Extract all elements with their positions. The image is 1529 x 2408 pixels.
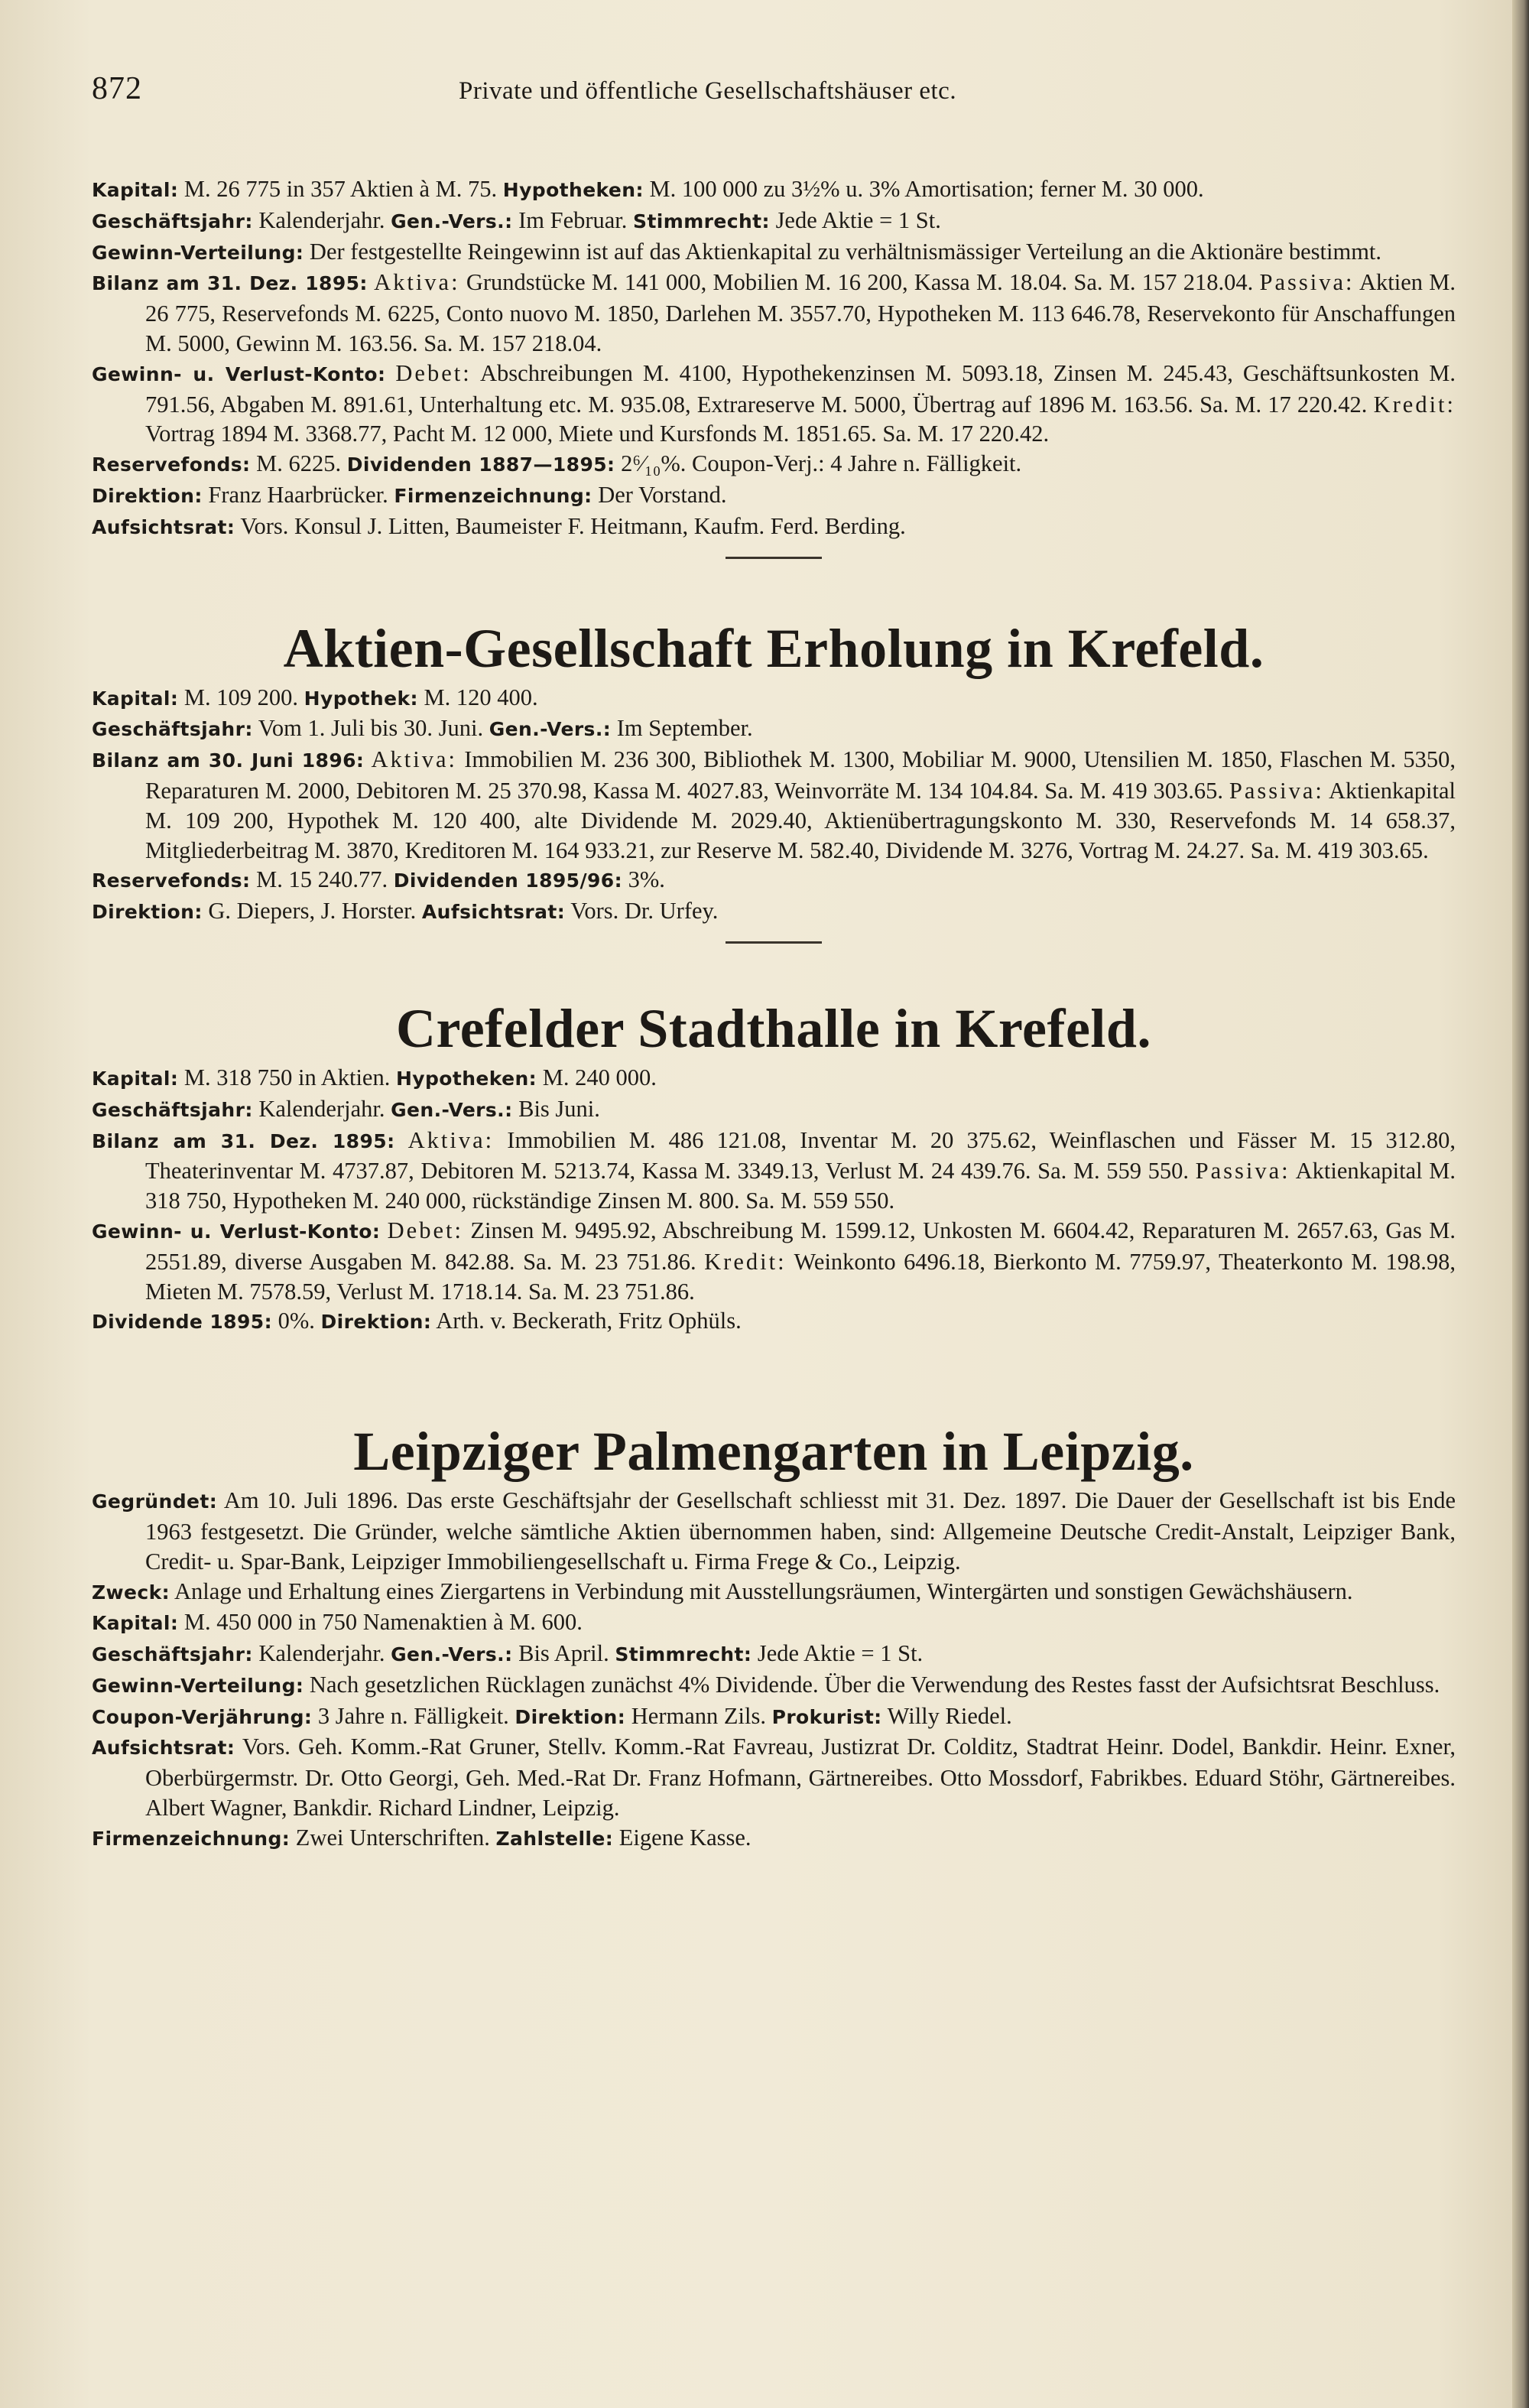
geschaeftsjahr-line: Geschäftsjahr: Vom 1. Juli bis 30. Juni. Gen.-Vers.: Im September. [92,715,753,742]
kapital-line: Kapital: M. 450 000 in 750 Namenaktien à M. 600. [92,1609,583,1636]
kapital-line: Kapital: M. 26 775 in 357 Aktien à M. 75. Hypotheken: M. 100 000 zu 3½% u. 3% Amortisation; ferner M. 30 000. [92,176,1204,202]
section-continued-entry [92,174,1456,559]
running-title: Private und öffentliche Gesellschaftshäuser etc. [459,77,957,105]
kapital-line: Kapital: M. 318 750 in Aktien. Hypotheken: M. 240 000. [92,1064,657,1090]
section-title: Leipziger Palmengarten in Leipzig. [353,1421,1194,1483]
section-title: Aktien-Gesellschaft Erholung in Krefeld. [283,617,1264,679]
coupon-verjaehrung-line: Coupon-Verjährung: 3 Jahre n. Fälligkeit. Direktion: Hermann Zils. Prokurist: Willy Riedel. [92,1702,1012,1729]
aufsichtsrat-paragraph: Aufsichtsrat: Vors. Geh. Komm.-Rat Gruner, Stellv. Komm.-Rat Favreau, Justizrat Dr. Colditz, Stadtrat Heinr. Dodel, Bankdir. Heinr. Exner, Oberbürgermstr. Dr. Otto Georgi, Geh. Med.-Rat Dr. Franz Hofmann, Gärtnereibes. Otto Mossdorf, Fabrikbes. Eduard Stöhr, Gärtnereibes. Albert Wagner, Bankdir. Richard Lindner, Leipzig. [92,1734,1456,1821]
section-erholung-krefeld [92,614,1456,944]
bilanz-paragraph: Bilanz am 31. Dez. 1895: Aktiva: Grundstücke M. 141 000, Mobilien M. 16 200, Kassa M. 18.04. Sa. M. 157 218.04. Passiva: Aktien M. 26 775, Reservefonds M. 6225, Conto nuovo M. 1850, Darlehen M. 3557.70, Hypotheken M. 113 646.78, Reservekonto für Anschaffungen M. 5000, Gewinn M. 163.56. Sa. M. 157 218.04. [92,269,1456,356]
page-number: 872 [92,71,142,106]
direktion-line: Direktion: G. Diepers, J. Horster. Aufsichtsrat: Vors. Dr. Urfey. [92,898,719,925]
section-title: Crefelder Stadthalle in Krefeld. [396,997,1151,1059]
gewinnverteilung-paragraph: Gewinn-Verteilung: Nach gesetzlichen Rücklagen zunächst 4% Dividende. Über die Verwendung des Restes fasst der Aufsichtsrat Beschluss. [92,1671,1440,1698]
gewinn-verlust-paragraph: Gewinn- u. Verlust-Konto: Debet: Zinsen M. 9495.92, Abschreibung M. 1599.12, Unkosten M. 6604.42, Reparaturen M. 2657.63, Gas M. 2551.89, diverse Ausgaben M. 842.88. Sa. M. 23 751.86. Kredit: Weinkonto 6496.18, Bierkonto M. 7759.97, Theaterkonto M. 198.98, Mieten M. 7578.59, Verlust M. 1718.14. Sa. M. 23 751.86. [92,1217,1456,1305]
bilanz-paragraph: Bilanz am 31. Dez. 1895: Aktiva: Immobilien M. 486 121.08, Inventar M. 20 375.62, Weinflaschen und Fässer M. 15 312.80, Theaterinventar M. 4737.87, Debitoren M. 5213.74, Kassa M. 3349.13, Verlust M. 24 439.76. Sa. M. 559 550. Passiva: Aktienkapital M. 318 750, Hypotheken M. 240 000, rückständige Zinsen M. 800. Sa. M. 559 550. [92,1126,1456,1214]
geschaeftsjahr-line: Geschäftsjahr: Kalenderjahr. Gen.-Vers.: Im Februar. Stimmrecht: Jede Aktie = 1 St. [92,206,941,233]
dividende-line: Dividende 1895: 0%. Direktion: Arth. v. Beckerath, Fritz Ophüls. [92,1308,742,1334]
geschaeftsjahr-line: Geschäftsjahr: Kalenderjahr. Gen.-Vers.: Bis April. Stimmrecht: Jede Aktie = 1 St. [92,1640,924,1667]
section-leipziger-palmengarten [92,1417,1456,1854]
kapital-line: Kapital: M. 109 200. Hypothek: M. 120 400. [92,684,538,710]
page-header [92,70,1456,127]
aufsichtsrat-line: Aufsichtsrat: Vors. Konsul J. Litten, Baumeister F. Heitmann, Kaufm. Ferd. Berding. [92,512,906,539]
firmenzeichnung-line: Firmenzeichnung: Zwei Unterschriften. Zahlstelle: Eigene Kasse. [92,1824,752,1851]
book-spine-shadow [1512,0,1529,2408]
direktion-line: Direktion: Franz Haarbrücker. Firmenzeichnung: Der Vorstand. [92,481,727,508]
reservefonds-line: Reservefonds: M. 15 240.77. Dividenden 1895/96: 3%. [92,866,665,893]
gegruendet-paragraph: Gegründet: Am 10. Juli 1896. Das erste Geschäftsjahr der Gesellschaft schliesst mit 31. Dez. 1897. Die Dauer der Gesellschaft ist bis Ende 1963 festgesetzt. Die Gründer, welche sämtliche Aktien übernommen haben, sind: Allgemeine Deutsche Credit-Anstalt, Leipziger Bank, Credit- u. Spar-Bank, Leipziger Immobiliengesellschaft u. Firma Frege & Co., Leipzig. [92,1487,1456,1574]
bilanz-paragraph: Bilanz am 30. Juni 1896: Aktiva: Immobilien M. 236 300, Bibliothek M. 1300, Mobiliar M. 9000, Utensilien M. 1850, Flaschen M. 5350, Reparaturen M. 2000, Debitoren M. 25 370.98, Kassa M. 4027.83, Weinvorräte M. 134 104.84. Sa. M. 419 303.65. Passiva: Aktienkapital M. 109 200, Hypothek M. 120 400, alte Dividende M. 2029.40, Aktienübertragungskonto M. 330, Reservefonds M. 14 658.37, Mitgliederbeitrag M. 3870, Kreditoren M. 164 933.21, zur Reserve M. 582.40, Dividende M. 3276, Vortrag M. 24.27. Sa. M. 419 303.65. [92,746,1456,863]
gewinnverteilung-paragraph: Gewinn-Verteilung: Der festgestellte Reingewinn ist auf das Aktienkapital zu verhältnismässiger Verteilung an die Aktionäre bestimmt. [92,238,1382,265]
geschaeftsjahr-line: Geschäftsjahr: Kalenderjahr. Gen.-Vers.: Bis Juni. [92,1095,600,1122]
section-crefelder-stadthalle [92,994,1456,1337]
reservefonds-line: Reservefonds: M. 6225. Dividenden 1887—1895: 2⁶⁄₁₀%. Coupon-Verj.: 4 Jahre n. Fälligkeit. [92,450,1022,477]
zweck-paragraph: Zweck: Anlage und Erhaltung eines Ziergartens in Verbindung mit Ausstellungsräumen, Wintergärten und sonstigen Gewächshäusern. [92,1578,1353,1604]
gewinn-verlust-paragraph: Gewinn- u. Verlust-Konto: Debet: Abschreibungen M. 4100, Hypothekenzinsen M. 5093.18, Zinsen M. 245.43, Geschäftsunkosten M. 791.56, Abgaben M. 891.61, Unterhaltung etc. M. 935.08, Extrareserve M. 5000, Übertrag auf 1896 M. 163.56. Sa. M. 17 220.42. Kredit: Vortrag 1894 M. 3368.77, Pacht M. 12 000, Miete und Kursfonds M. 1851.65. Sa. M. 17 220.42. [92,359,1456,447]
